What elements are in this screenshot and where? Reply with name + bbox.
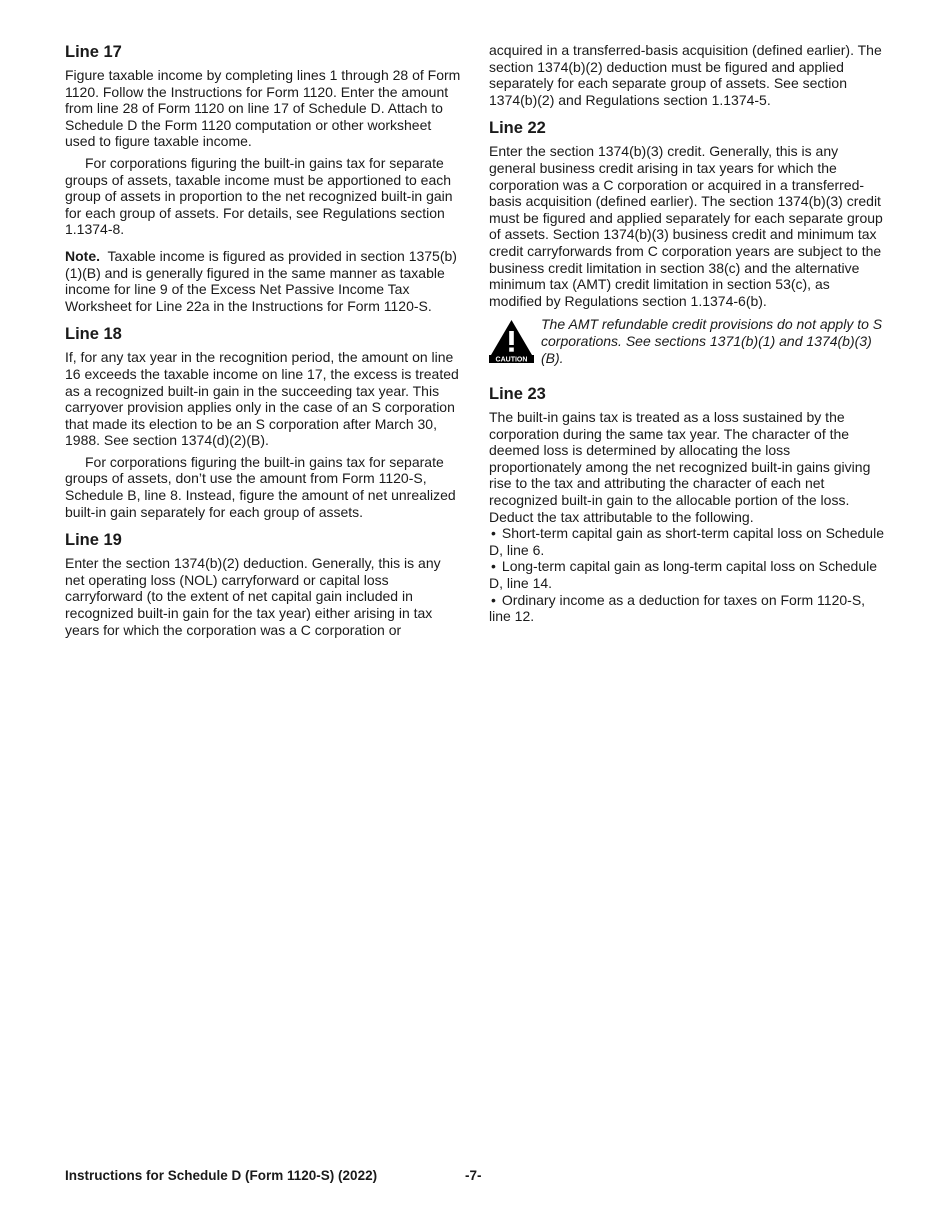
line-22-section [489,118,886,366]
right-column [489,42,886,625]
line-23-paragraph-1: The built-in gains tax is treated as a loss sustained by the corporation during the same tax year. The character of the deemed loss is determined by allocating the loss proportionately among the net recognized built-in gains giving rise to the tax and attributing the character of each net recognized built-in gain to the allocable portion of the loss. Deduct the tax attributable to the following. [489,409,871,525]
line-18-paragraph-1: If, for any tax year in the recognition period, the amount on line 16 exceeds the taxable income on line 17, the excess is treated as a recognized built-in gain in the succeeding tax year. This carryover provision applies only in the case of an S corporation that made its election to be an S corporation after March 30, 1988. See section 1374(d)(2)(B). [65,349,459,449]
caution-box [489,316,886,366]
line-17-note [65,248,462,314]
line-18-heading: Line 18 [65,325,122,344]
left-column [65,42,462,638]
caution-text: The AMT refundable credit provisions do not apply to S corporations. See sections 1371(b)(1) and 1374(b)(3)(B). [541,316,883,366]
line-19-paragraph-1: Enter the section 1374(b)(2) deduction. Generally, this is any net operating loss (NOL) carryforward or capital loss carryforward (to the extent of net capital gain included in recognized built-in gain for the tax year) either arising in tax years for which the corporation was a C corporation or [65,555,441,638]
line-19-heading: Line 19 [65,531,122,550]
note-text: Taxable income is figured as provided in section 1375(b)(1)(B) and is generally figured in the same manner as taxable income for line 9 of the Excess Net Passive Income Tax Worksheet for Line 22a in the Instructions for Form 1120-S. [65,247,457,314]
line-17-section [65,42,462,314]
line-23-bullet-2: • Long-term capital gain as long-term capital loss on Schedule D, line 14. [489,558,886,591]
line-17-heading: Line 17 [65,43,122,61]
page-number: -7- [465,1168,482,1183]
note-label: Note. [65,247,100,264]
line-17-paragraph-2: For corporations figuring the built-in gains tax for separate groups of assets, taxable income must be apportioned to each group of assets in proportion to the net recognized built-in gain for each group of assets. For details, see Regulations section 1.1374-8. [65,154,453,238]
footer-title: Instructions for Schedule D (Form 1120-S) (2022) [65,1168,378,1183]
line-22-heading: Line 22 [489,119,546,138]
line-19-continuation: acquired in a transferred-basis acquisition (defined earlier). The section 1374(b)(2) deduction must be figured and applied separately for each separate group of assets. See section 1374(b)(2) and Regulations section 1.1374-5. [489,42,882,108]
line-23-heading: Line 23 [489,385,546,404]
line-23-bullet-3: • Ordinary income as a deduction for taxes on Form 1120-S, line 12. [489,592,886,625]
line-22-paragraph-1: Enter the section 1374(b)(3) credit. Generally, this is any general business credit arising in tax years for which the corporation was a C corporation or acquired in a transferred-basis acquisition (defined earlier). The section 1374(b)(3) credit must be figured and applied separately for each separate group of assets. Section 1374(b)(3) business credit and minimum tax credit carryforwards from C corporation years are subject to the business credit limitation in section 38(c) and the alternative minimum tax (AMT) credit limitation in section 53(c), as modified by Regulations section 1.1374-6(b). [489,143,883,309]
line-19-section [65,530,462,638]
line-17-paragraph-1: Figure taxable income by completing lines 1 through 28 of Form 1120. Follow the Instructions for Form 1120. Enter the amount from line 28 of Form 1120 on line 17 of Schedule D. Attach to Schedule D the Form 1120 computation or other worksheet used to figure taxable income. [65,67,461,150]
line-18-paragraph-2: For corporations figuring the built-in gains tax for separate groups of assets, don’t use the amount from Form 1120-S, Schedule B, line 8. Instead, figure the amount of net unrealized built-in gain separately for each group of assets. [65,453,456,520]
line-23-bullet-1: • Short-term capital gain as short-term capital loss on Schedule D, line 6. [489,525,886,558]
caution-icon [489,318,534,363]
caution-label: CAUTION [495,356,528,364]
line-18-section [65,324,462,520]
line-23-section [489,384,886,625]
